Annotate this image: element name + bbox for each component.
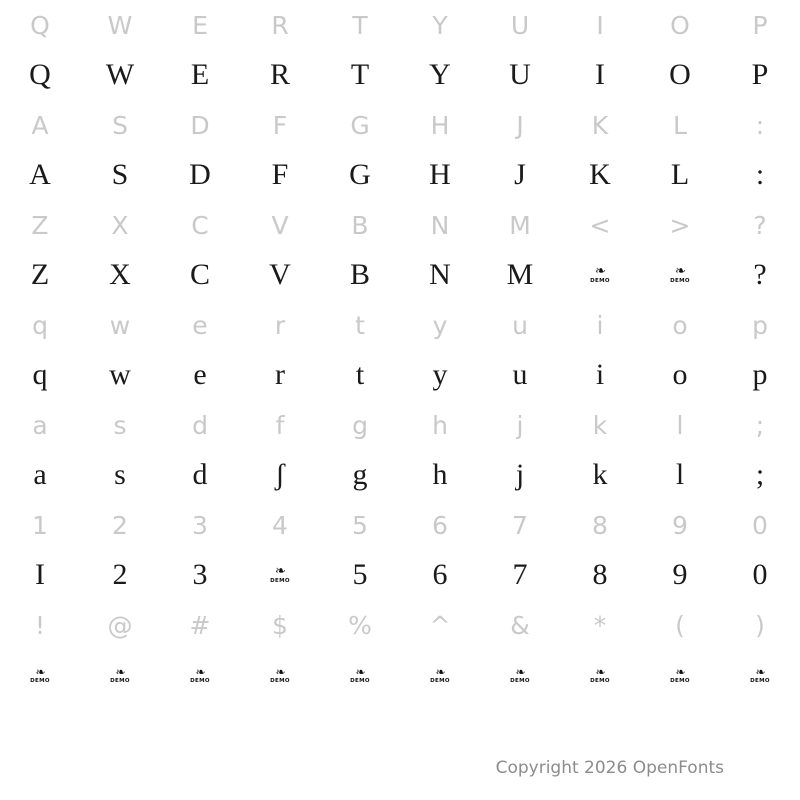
- key-label: %: [348, 610, 372, 640]
- glyph-sample: e: [193, 358, 207, 391]
- key-label: y: [432, 310, 448, 340]
- demo-watermark-glyph: [560, 250, 640, 300]
- demo-label: DEMO: [350, 677, 370, 684]
- glyph-sample: E: [190, 58, 210, 91]
- key-label: M: [509, 210, 531, 240]
- key-label: V: [271, 210, 289, 240]
- leaf-icon: ❧: [595, 664, 605, 679]
- key-label: I: [596, 10, 604, 40]
- demo-watermark-glyph: [400, 650, 480, 700]
- glyph-sample: A: [29, 158, 51, 191]
- key-label: 9: [672, 510, 688, 540]
- key-label: Q: [30, 10, 50, 40]
- demo-watermark-glyph: [640, 250, 720, 300]
- demo-watermark-glyph: [240, 550, 320, 600]
- key-label: ?: [753, 210, 767, 240]
- key-label: T: [352, 10, 368, 40]
- glyph-sample: :: [755, 158, 765, 191]
- glyph-sample: K: [589, 158, 611, 191]
- glyph-sample: L: [670, 158, 690, 191]
- glyph-sample: Y: [429, 58, 451, 91]
- demo-mark: [110, 666, 130, 685]
- glyph-sample: w: [109, 358, 131, 391]
- demo-label: DEMO: [510, 677, 530, 684]
- key-label: C: [191, 210, 209, 240]
- glyph-sample: k: [592, 458, 608, 491]
- demo-watermark-glyph: [240, 650, 320, 700]
- glyph-sample: 5: [352, 558, 368, 591]
- key-label: !: [34, 610, 46, 640]
- key-label: 0: [752, 510, 768, 540]
- key-label: d: [192, 410, 208, 440]
- key-label: q: [32, 310, 48, 340]
- leaf-icon: ❧: [35, 664, 45, 679]
- key-label: r: [274, 310, 286, 340]
- key-label: k: [592, 410, 608, 440]
- key-label: &: [510, 610, 530, 640]
- key-label: $: [272, 610, 288, 640]
- key-label: g: [352, 410, 368, 440]
- glyph-sample: I: [595, 58, 605, 91]
- glyph-sample: h: [432, 458, 448, 491]
- demo-mark: [190, 666, 210, 685]
- key-label: 4: [272, 510, 288, 540]
- leaf-icon: ❧: [275, 664, 285, 679]
- glyph-sample: Z: [30, 258, 50, 291]
- demo-mark: [430, 666, 450, 685]
- copyright-text: Copyright 2026 OpenFonts: [495, 758, 724, 778]
- glyph-sample: W: [105, 58, 135, 91]
- glyph-sample: i: [595, 358, 605, 391]
- glyph-sample: 7: [512, 558, 528, 591]
- key-label: L: [673, 110, 687, 140]
- glyph-sample: S: [111, 158, 129, 191]
- key-label: <: [589, 210, 611, 240]
- demo-mark: [590, 265, 610, 285]
- glyph-sample: B: [349, 258, 370, 291]
- demo-watermark-glyph: [160, 650, 240, 700]
- glyph-sample: p: [752, 358, 768, 391]
- glyph-sample: ;: [755, 458, 765, 491]
- key-label: #: [189, 610, 211, 640]
- demo-label: DEMO: [110, 677, 130, 684]
- key-label: Y: [432, 10, 448, 40]
- glyph-sample: s: [114, 458, 126, 491]
- demo-mark: [270, 565, 290, 585]
- glyph-sample: I: [35, 558, 45, 591]
- glyph-sample: G: [349, 158, 371, 191]
- leaf-icon: ❧: [355, 664, 365, 679]
- demo-label: DEMO: [750, 677, 770, 684]
- key-label: N: [430, 210, 450, 240]
- key-label: 7: [512, 510, 528, 540]
- glyph-sample: 6: [432, 558, 448, 591]
- glyph-sample: U: [509, 58, 531, 91]
- glyph-sample: D: [189, 158, 211, 191]
- key-label: J: [516, 110, 524, 140]
- demo-mark: [270, 666, 290, 685]
- key-label: 3: [192, 510, 208, 540]
- footer: [0, 758, 800, 778]
- leaf-icon: ❧: [115, 664, 125, 679]
- glyph-sample: q: [32, 358, 48, 391]
- demo-label: DEMO: [270, 677, 290, 684]
- glyph-sample: J: [514, 158, 526, 191]
- key-label: W: [107, 10, 133, 40]
- key-label: O: [670, 10, 690, 40]
- key-label: f: [275, 410, 285, 440]
- glyph-sample: N: [429, 258, 451, 291]
- key-label: :: [755, 110, 765, 140]
- key-label: K: [591, 110, 609, 140]
- leaf-icon: ❧: [195, 664, 205, 679]
- key-label: u: [512, 310, 528, 340]
- demo-watermark-glyph: [320, 650, 400, 700]
- glyph-sample: R: [269, 58, 290, 91]
- glyph-sample: O: [669, 58, 691, 91]
- demo-mark: [30, 666, 50, 685]
- key-label: ^: [429, 610, 451, 640]
- key-label: w: [109, 310, 131, 340]
- key-label: @: [107, 610, 133, 640]
- key-label: 2: [112, 510, 128, 540]
- leaf-icon: ❧: [515, 664, 525, 679]
- key-label: E: [192, 10, 208, 40]
- key-label: R: [271, 10, 289, 40]
- leaf-icon: ❧: [435, 664, 445, 679]
- key-label: Z: [31, 210, 49, 240]
- key-label: D: [190, 110, 210, 140]
- leaf-icon: ❧: [675, 664, 685, 679]
- key-label: >: [669, 210, 691, 240]
- key-label: S: [112, 110, 128, 140]
- glyph-sample: g: [352, 458, 368, 491]
- key-label: s: [113, 410, 127, 440]
- leaf-icon: ❧: [675, 264, 685, 280]
- demo-watermark-glyph: [480, 650, 560, 700]
- key-label: e: [192, 310, 208, 340]
- key-label: o: [672, 310, 688, 340]
- leaf-icon: ❧: [275, 564, 285, 580]
- demo-label: DEMO: [270, 578, 290, 585]
- glyph-sample: t: [355, 358, 365, 391]
- key-label: j: [516, 410, 524, 440]
- glyph-sample: l: [675, 458, 685, 491]
- key-label: F: [272, 110, 288, 140]
- leaf-icon: ❧: [595, 264, 605, 280]
- glyph-sample: 8: [592, 558, 608, 591]
- key-label: A: [31, 110, 49, 140]
- key-label: 8: [592, 510, 608, 540]
- demo-label: DEMO: [30, 677, 50, 684]
- key-label: G: [350, 110, 370, 140]
- demo-watermark-glyph: [720, 650, 800, 700]
- demo-label: DEMO: [670, 278, 690, 285]
- glyph-sample: r: [275, 358, 285, 391]
- key-label: 5: [352, 510, 368, 540]
- leaf-icon: ❧: [755, 664, 765, 679]
- key-label: H: [430, 110, 450, 140]
- glyph-sample: V: [269, 258, 291, 291]
- demo-mark: [670, 265, 690, 285]
- demo-watermark-glyph: [80, 650, 160, 700]
- demo-label: DEMO: [430, 677, 450, 684]
- key-label: P: [752, 10, 768, 40]
- demo-label: DEMO: [590, 278, 610, 285]
- key-label: t: [355, 310, 365, 340]
- glyph-sample: 3: [192, 558, 208, 591]
- key-label: p: [752, 310, 768, 340]
- glyph-sample: 9: [672, 558, 688, 591]
- glyph-sample: Q: [29, 58, 51, 91]
- key-label: l: [676, 410, 684, 440]
- demo-mark: [590, 666, 610, 685]
- key-label: (: [675, 610, 685, 640]
- glyph-sample: 2: [112, 558, 128, 591]
- key-label: a: [32, 410, 48, 440]
- glyph-sample: y: [432, 358, 448, 391]
- key-label: U: [510, 10, 530, 40]
- glyph-sample: C: [189, 258, 210, 291]
- demo-mark: [670, 666, 690, 685]
- key-label: h: [432, 410, 448, 440]
- glyph-sample: 0: [752, 558, 768, 591]
- key-label: ): [755, 610, 765, 640]
- demo-watermark-glyph: [640, 650, 720, 700]
- glyph-sample: P: [751, 58, 769, 91]
- demo-label: DEMO: [190, 677, 210, 684]
- glyph-sample: H: [429, 158, 451, 191]
- key-label: 1: [32, 510, 48, 540]
- key-label: 6: [432, 510, 448, 540]
- glyph-sample: M: [506, 258, 534, 291]
- glyph-sample: d: [192, 458, 208, 491]
- glyph-sample: u: [512, 358, 528, 391]
- demo-label: DEMO: [670, 677, 690, 684]
- demo-mark: [750, 666, 770, 685]
- key-label: X: [111, 210, 129, 240]
- glyph-sample: ʃ: [275, 458, 285, 491]
- glyph-sample: j: [515, 458, 525, 491]
- glyph-sample: a: [33, 458, 47, 491]
- demo-label: DEMO: [590, 677, 610, 684]
- key-label: ;: [755, 410, 765, 440]
- glyph-sample: ?: [753, 258, 767, 291]
- key-label: B: [351, 210, 369, 240]
- key-label: i: [596, 310, 604, 340]
- demo-mark: [350, 666, 370, 685]
- glyph-sample: o: [672, 358, 688, 391]
- demo-watermark-glyph: [0, 650, 80, 700]
- demo-watermark-glyph: [560, 650, 640, 700]
- glyph-sample: X: [109, 258, 131, 291]
- glyph-sample: T: [350, 58, 370, 91]
- demo-mark: [510, 666, 530, 685]
- glyph-sample: F: [271, 158, 289, 191]
- key-label: *: [593, 610, 607, 640]
